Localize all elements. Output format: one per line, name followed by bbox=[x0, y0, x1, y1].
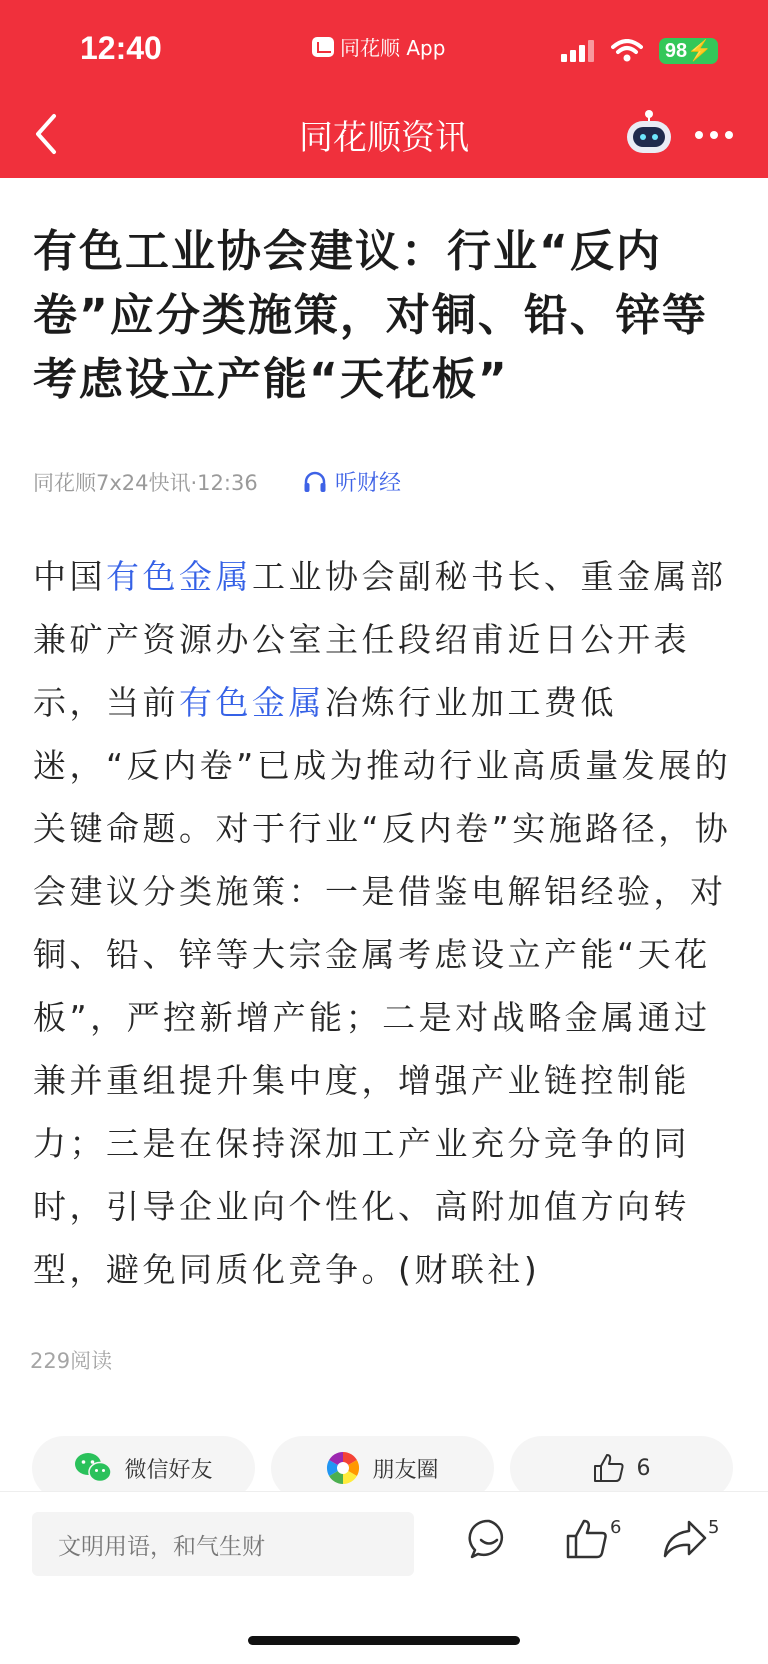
keyword-link[interactable]: 有色金属 bbox=[179, 683, 325, 722]
app-logo-icon bbox=[312, 37, 334, 57]
moments-icon bbox=[326, 1451, 360, 1485]
more-options-icon[interactable] bbox=[694, 130, 734, 140]
status-time: 12:40 bbox=[80, 30, 162, 66]
comment-input[interactable]: 文明用语，和气生财 bbox=[32, 1512, 414, 1576]
battery-level: 98 bbox=[664, 40, 688, 62]
article-body bbox=[33, 545, 741, 1301]
body-text-segment: 中国 bbox=[33, 557, 106, 596]
listen-label: 听财经 bbox=[335, 471, 402, 496]
status-app-indicator[interactable] bbox=[312, 32, 445, 61]
charging-icon: ⚡ bbox=[687, 40, 712, 62]
body-text-segment: 工业协会副秘书长、重金属部兼矿产资源办公室主任段绍甫近日公开表示，当前 bbox=[33, 557, 727, 722]
status-indicators bbox=[561, 38, 718, 64]
page-title: 同花顺资讯 bbox=[299, 118, 469, 158]
status-app-label: 同花顺 App bbox=[340, 36, 446, 60]
share-wechat-label: 微信好友 bbox=[124, 1457, 213, 1483]
listen-button[interactable] bbox=[303, 466, 401, 497]
read-count: 229阅读 bbox=[30, 1349, 113, 1373]
source-time-text: 同花顺7x24快讯·12:36 bbox=[33, 471, 258, 495]
share-arrow-icon[interactable] bbox=[662, 1518, 708, 1560]
article-title: 有色工业协会建议：行业“反内卷”应分类施策，对铜、铅、锌等考虑设立产能“天花板” bbox=[33, 226, 708, 405]
like-count: 6 bbox=[636, 1455, 651, 1481]
robot-assistant-icon[interactable] bbox=[624, 108, 674, 156]
headphones-icon bbox=[303, 471, 327, 493]
signal-icon bbox=[561, 40, 595, 62]
wechat-icon bbox=[74, 1452, 112, 1484]
share-moments-label: 朋友圈 bbox=[372, 1457, 439, 1483]
top-header bbox=[0, 0, 768, 178]
bottom-action-bar bbox=[0, 1491, 768, 1664]
battery-indicator bbox=[659, 38, 718, 64]
share-count: 5 bbox=[708, 1517, 720, 1538]
bottom-like-icon[interactable] bbox=[565, 1518, 609, 1560]
body-text-segment: 冶炼行业加工费低迷，“反内卷”已成为推动行业高质量发展的关键命题。对于行业“反内卷”实施路径，协会建议分类施策：一是借鉴电解铝经验，对铜、铅、锌等大宗金属考虑设立产能“天花板”，严控新增产能；二是对战略金属通过兼并重组提升集中度，增强产业链控制能力；三是在保持深加工产业充分竞争的同时，引导企业向个性化、高附加值方向转型，避免同质化竞争。(财联社) bbox=[33, 683, 732, 1289]
home-indicator bbox=[248, 1636, 520, 1645]
bottom-like-count: 6 bbox=[610, 1517, 622, 1538]
comment-icon[interactable] bbox=[468, 1518, 510, 1560]
wifi-icon bbox=[611, 39, 643, 63]
article-source-time bbox=[33, 467, 258, 497]
keyword-link[interactable]: 有色金属 bbox=[106, 557, 252, 596]
thumbs-up-icon bbox=[593, 1453, 625, 1483]
